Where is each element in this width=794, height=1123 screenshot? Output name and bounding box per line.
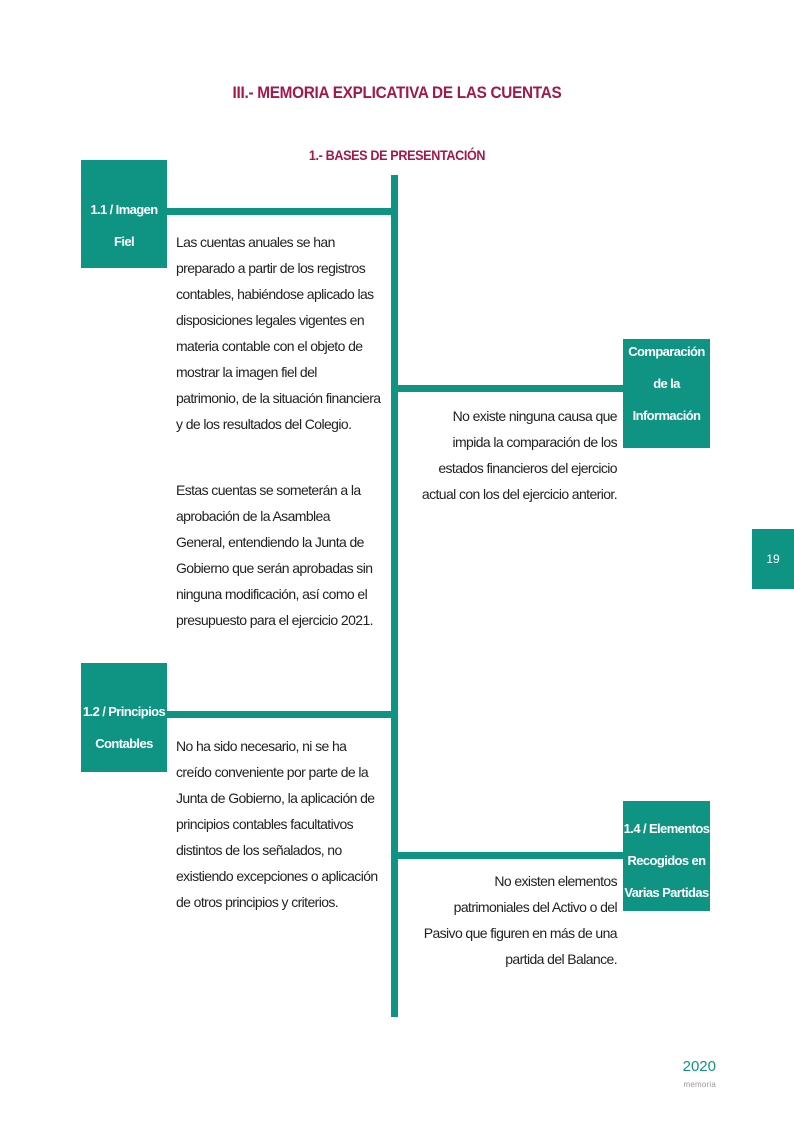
connector-imagen-fiel <box>163 208 395 215</box>
section-label-line: Contables <box>95 736 153 751</box>
section-label-line: 1.3 / Comparación <box>628 312 705 359</box>
section-label-line: Varias Partidas <box>624 885 709 900</box>
section-label-line: de la Información <box>632 376 701 423</box>
section-label-elementos <box>623 801 710 911</box>
paragraph-elementos: No existen elementos patrimoniales del Activo o del Pasivo que figuren en más de una partida del Balance. <box>423 873 617 967</box>
footer-year: 2020 <box>682 1058 716 1075</box>
footer-subtitle: memoria <box>683 1080 716 1089</box>
page-title: III.- MEMORIA EXPLICATIVA DE LAS CUENTAS <box>232 83 562 102</box>
section-label-principios <box>81 663 167 772</box>
paragraph-imagen-fiel-1: Las cuentas anuales se han preparado a partir de los registros contables, habiéndose aplicado las disposiciones legales vigentes en materia contable con el objeto de mostrar la imagen fiel del patrimonio, de la situación financiera y de los resultados del Colegio. <box>176 234 381 432</box>
section-label-line: 1.2 / Principios <box>82 704 166 719</box>
timeline-vertical-line <box>391 175 398 1017</box>
section-label-imagen-fiel <box>81 160 167 268</box>
section-label-line: Fiel <box>114 234 134 249</box>
page-number-tab: 19 <box>752 529 794 589</box>
section-label-comparacion <box>623 312 710 448</box>
paragraph-imagen-fiel-2: Estas cuentas se someterán a la aprobación de la Asamblea General, entendiendo la Junta de Gobierno que serán aprobadas sin ninguna modificación, así como el presupuesto para el ejercicio 2021. <box>176 482 373 628</box>
connector-elementos <box>395 852 627 859</box>
section-label-line: 1.1 / Imagen <box>90 202 158 217</box>
section-heading: 1.- BASES DE PRESENTACIÓN <box>308 147 486 163</box>
section-label-line: Recogidos en <box>627 853 706 868</box>
connector-principios <box>163 711 395 718</box>
connector-comparacion <box>395 385 627 392</box>
section-label-line: 1.4 / Elementos <box>623 821 710 836</box>
paragraph-comparacion: No existe ninguna causa que impida la comparación de los estados financieros del ejercicio actual con los del ejercicio anterior. <box>421 408 617 502</box>
paragraph-principios: No ha sido necesario, ni se ha creído conveniente por parte de la Junta de Gobierno, la aplicación de principios contables facultativos distintos de los señalados, no existiendo excepciones o aplicación de otros principios y criterios. <box>176 738 378 910</box>
